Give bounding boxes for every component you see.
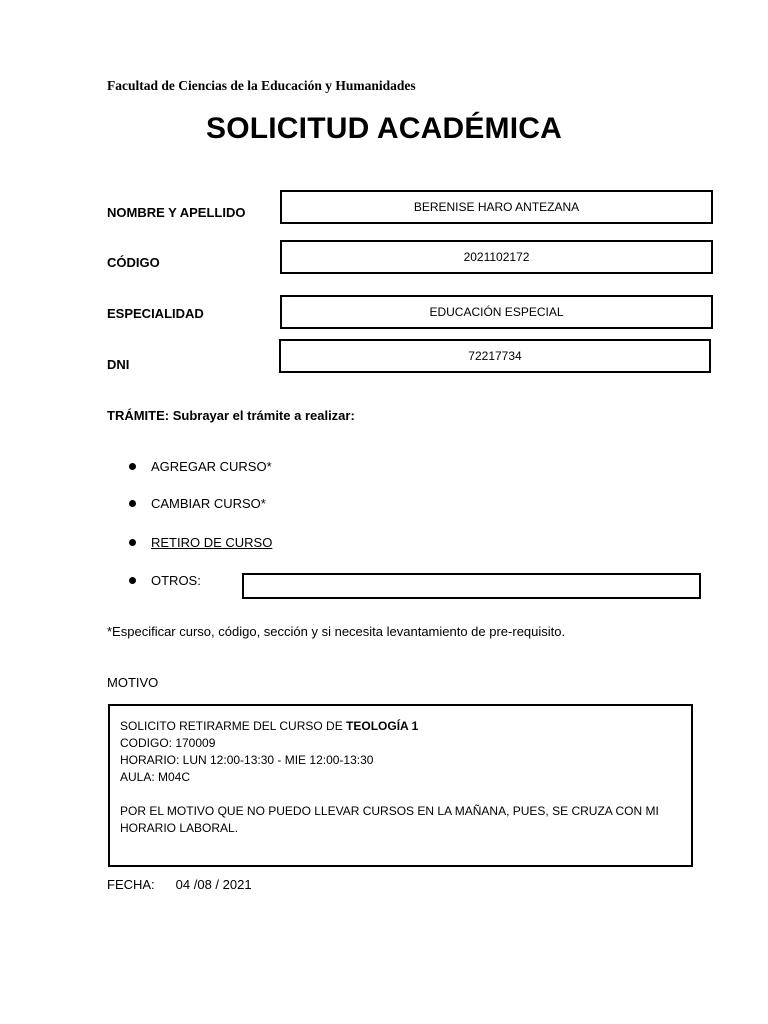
- motivo-label: MOTIVO: [107, 675, 159, 690]
- option-label-selected: RETIRO DE CURSO: [151, 535, 273, 550]
- option-retiro-de-curso[interactable]: [130, 535, 272, 550]
- dni-label: DNI: [107, 357, 130, 372]
- option-label: AGREGAR CURSO*: [151, 459, 272, 474]
- motivo-course-name: TEOLOGÍA 1: [346, 719, 419, 733]
- fecha-label: FECHA:: [107, 877, 155, 892]
- codigo-label: CÓDIGO: [107, 255, 160, 270]
- tramite-heading: TRÁMITE: Subrayar el trámite a realizar:: [107, 408, 355, 423]
- motivo-line-2: CODIGO: 170009: [120, 736, 216, 750]
- faculty-name: Facultad de Ciencias de la Educación y Humanidades: [107, 78, 416, 93]
- especialidad-label: ESPECIALIDAD: [107, 306, 204, 321]
- dni-field[interactable]: 72217734: [279, 339, 711, 373]
- motivo-paragraph: POR EL MOTIVO QUE NO PUEDO LLEVAR CURSOS EN LA MAÑANA, PUES, SE CRUZA CON MI HORARIO LABORAL.: [120, 804, 659, 835]
- motivo-spacer: [120, 786, 681, 803]
- option-label: CAMBIAR CURSO*: [151, 496, 266, 511]
- option-agregar-curso[interactable]: [130, 459, 272, 474]
- page-title: SOLICITUD ACADÉMICA: [205, 112, 562, 145]
- motivo-line-4: AULA: M04C: [120, 770, 191, 784]
- fecha-row: [107, 877, 252, 892]
- bullet-icon: [129, 463, 136, 470]
- specification-note: *Especificar curso, código, sección y si necesita levantamiento de pre-requisito.: [107, 624, 566, 639]
- nombre-label: NOMBRE Y APELLIDO: [107, 205, 246, 220]
- especialidad-field[interactable]: EDUCACIÓN ESPECIAL: [280, 295, 713, 329]
- bullet-icon: [129, 539, 136, 546]
- motivo-line-1-text: SOLICITO RETIRARME DEL CURSO DE: [120, 719, 347, 733]
- option-cambiar-curso[interactable]: [130, 496, 266, 511]
- bullet-icon: [129, 577, 136, 584]
- option-otros[interactable]: [130, 573, 201, 588]
- motivo-textarea[interactable]: [108, 704, 693, 867]
- otros-field[interactable]: [242, 573, 701, 599]
- fecha-value[interactable]: 04 /08 / 2021: [175, 877, 252, 892]
- motivo-line-3: HORARIO: LUN 12:00-13:30 - MIE 12:00-13:30: [120, 753, 374, 767]
- codigo-field[interactable]: 2021102172: [280, 240, 713, 274]
- nombre-field[interactable]: BERENISE HARO ANTEZANA: [280, 190, 713, 224]
- bullet-icon: [129, 500, 136, 507]
- motivo-line-1: [120, 718, 681, 735]
- option-label: OTROS:: [151, 573, 201, 588]
